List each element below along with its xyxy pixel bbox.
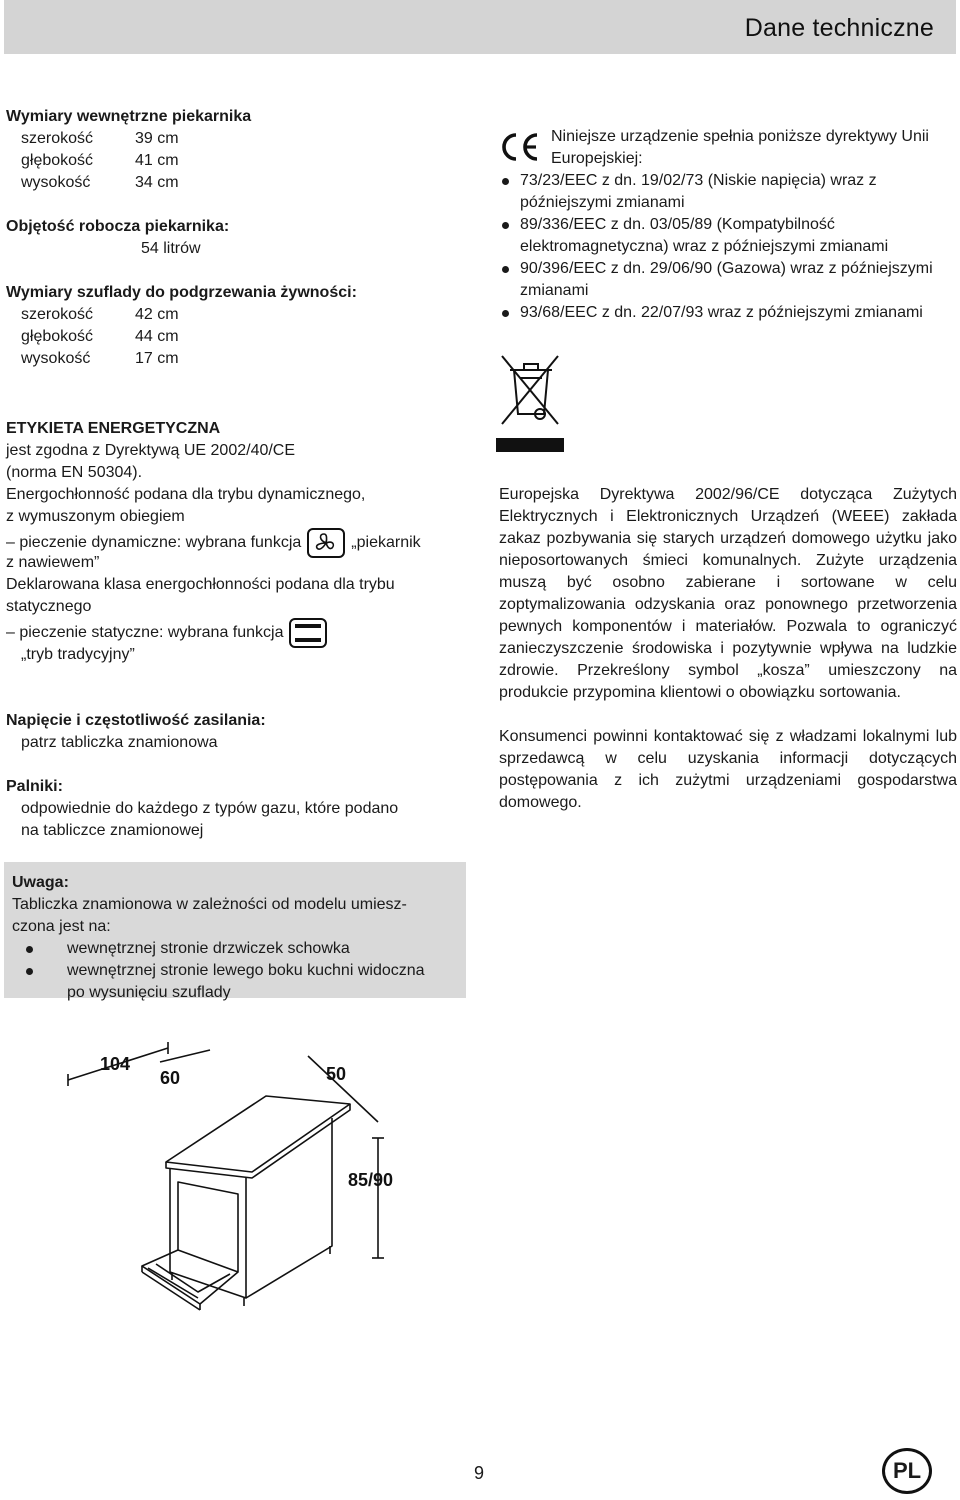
oven-row-width: szerokość 39 cm [21,130,179,147]
oven-dimensions-title: Wymiary wewnętrzne piekarnika [6,108,252,125]
note-box [4,862,466,1001]
ce-mark-icon [499,132,543,162]
static-line-1: Deklarowana klasa energochłonności podana dla trybu [6,576,395,593]
drawer-row-width: szerokość 42 cm [21,306,179,323]
list-item: 89/336/EEC z dn. 03/05/89 (Kompatybilność elektromagnetyczna) wraz z późniejszymi zmianami [499,214,959,258]
burners-line-1: odpowiednie do każdego z typów gazu, które podano [21,800,399,817]
page-number: 9 [474,1463,485,1483]
power-value: patrz tabliczka znamionowa [21,734,218,751]
note-line-1: Tabliczka znamionowa w zależności od modelu umiesz- [12,896,407,913]
energy-title: ETYKIETA ENERGETYCZNA [6,420,221,437]
header-bar [4,0,956,54]
energy-line-3: Energochłonność podana dla trybu dynamicznego, [6,486,366,503]
cooker-dimension-diagram [60,1040,460,1320]
note-line-2: czona jest na: [12,918,111,935]
note-list [12,938,458,1004]
burners-line-2: na tabliczce znamionowej [21,822,204,839]
dimensions-section [6,106,476,370]
dimension-height-label: 85/90 [348,1170,394,1190]
dimension-depth2-label: 50 [326,1064,347,1084]
directives-section [499,126,959,324]
energy-line-2: (norma EN 50304). [6,464,143,481]
energy-label-section [6,418,468,842]
oven-row-depth: głębokość 41 cm [21,152,179,169]
static-baking-line: – pieczenie statyczne: wybrana funkcja [6,618,468,644]
volume-value: 54 litrów [141,240,201,257]
static-heat-icon [289,618,327,648]
static-line-2: statycznego [6,598,92,615]
dynamic-baking-line-2: z nawiewem” [6,554,100,571]
energy-line-4: z wymuszonym obiegiem [6,508,185,525]
drawer-dimensions-title: Wymiary szuflady do podgrzewania żywności: [6,284,357,301]
language-badge: PL [882,1448,932,1494]
oven-row-height: wysokość 34 cm [21,174,179,191]
static-baking-mode: „tryb tradycyjny” [21,646,135,663]
weee-paragraph-2: Konsumenci powinni kontaktować się z władzami lokalnymi lub sprzedawcą w celu uzyskania informacji dotyczących postępowania z ich zużytmi urządzeniami gospodarstwa domowego. [499,728,957,811]
list-item: wewnętrznej stronie lewego boku kuchni widoczna po wysunięciu szuflady [12,960,458,1004]
weee-section [499,484,957,814]
drawer-row-depth: głębokość 44 cm [21,328,179,345]
fan-icon [307,528,345,558]
power-title: Napięcie i częstotliwość zasilania: [6,712,266,729]
energy-line-1: jest zgodna z Dyrektywą UE 2002/40/CE [6,442,296,459]
list-item: 90/396/EEC z dn. 29/06/90 (Gazowa) wraz z późniejszymi zmianami [499,258,959,302]
burners-title: Palniki: [6,778,63,795]
note-title: Uwaga: [12,874,69,891]
list-item: wewnętrznej stronie drzwiczek schowka [12,938,458,960]
dimension-width-label: 104 [100,1054,131,1074]
crossed-bin-icon [496,344,564,452]
directives-list [499,170,959,324]
dynamic-baking-line: – pieczenie dynamiczne: wybrana funkcja „piekarnik [6,528,468,550]
list-item: 93/68/EEC z dn. 22/07/93 wraz z późniejszymi zmianami [499,302,959,324]
dimension-depth-label: 60 [160,1068,181,1088]
list-item: 73/23/EEC z dn. 19/02/73 (Niskie napięcia) wraz z późniejszymi zmianami [499,170,959,214]
directives-intro: Niniejsze urządzenie spełnia poniższe dyrektywy Unii Europejskiej: [551,128,929,167]
page-title: Dane techniczne [744,14,934,42]
weee-paragraph-1: Europejska Dyrektywa 2002/96/CE dotycząca Zużytych Elektrycznych i Elektronicznych Urządzeń (WEEE) zakłada zakaz pozbywania się starych urządzeń domowego użytku jako nieposortowanych śmieci komunalnych. Zużyte urządzenia muszą być osobno zabierane i sortowane w celu zoptymalizowania odzyskania oraz ponownego przetworzenia pewnych komponentów i materiałów. Pozwala to ograniczyć zanieczyszczenie środowiska i pozytywnie wpływa na ludzkie zdrowie. Przekreślony symbol „kosza” umieszczony na produkcie przypomina klientowi o obowiązku sortowania. [499,486,957,701]
drawer-row-height: wysokość 17 cm [21,350,179,367]
volume-title: Objętość robocza piekarnika: [6,218,230,235]
